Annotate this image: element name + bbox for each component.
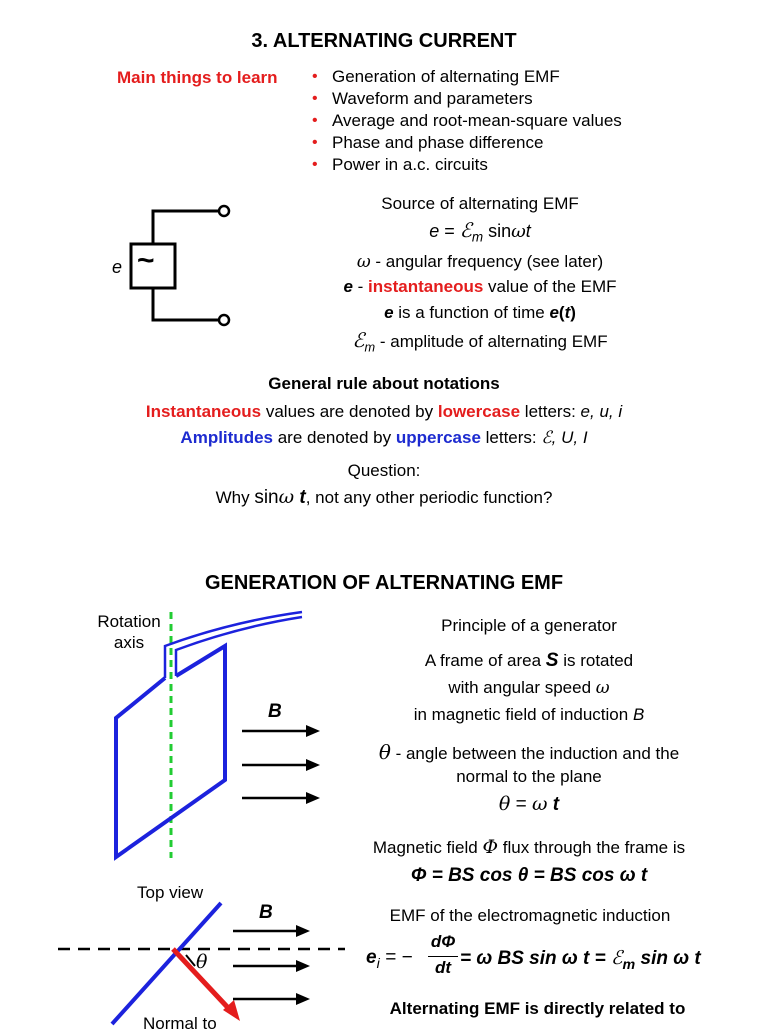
theta-description: θ - angle between the induction and the normal to the plane — [378, 740, 680, 786]
b-field-label-top: B — [259, 902, 273, 923]
omega-description: ω - angular frequency (see later) — [356, 252, 604, 272]
normal-to-label: Normal to — [143, 1014, 217, 1033]
amplitude-line: ℰ$_m$ - amplitude of alternating EMF — [352, 328, 608, 355]
angular-speed-line: with angular speed ω — [448, 678, 610, 698]
source-tilde-symbol: ~ — [137, 244, 155, 277]
function-of-time-line: e is a function of time e(t) — [384, 303, 576, 322]
principle-title: Principle of a generator — [441, 616, 617, 635]
emf-equation: $e_i$ = − dΦ dt = ω BS sin ω t = ℰ$_m$ sin ω t — [366, 932, 701, 977]
rule-line-2: Amplitudes are denoted by uppercase letters: ℰ, U, I — [180, 428, 588, 447]
theta-angle-label: θ — [196, 951, 208, 973]
theta-equation: θ = ω t — [498, 793, 560, 815]
list-item: • Phase and phase difference — [308, 132, 622, 154]
rule-title: General rule about notations — [268, 374, 500, 393]
frame-area-line: A frame of area S is rotated — [424, 650, 634, 671]
magnetic-field-line: in magnetic field of induction B — [413, 705, 645, 724]
b-field-label: B — [268, 701, 282, 722]
generation-title: GENERATION OF ALTERNATING EMF — [204, 572, 564, 594]
list-item: • Waveform and parameters — [308, 88, 622, 110]
rotation-axis-label: Rotation axis — [97, 612, 161, 652]
emf-title: EMF of the electromagnetic induction — [389, 906, 671, 925]
list-item: • Power in a.c. circuits — [308, 154, 622, 176]
source-e-label: e — [112, 257, 123, 277]
page-title: 3. ALTERNATING CURRENT — [251, 30, 517, 52]
source-title: Source of alternating EMF — [381, 194, 579, 213]
learn-label: Main things to learn — [117, 68, 278, 87]
top-view-label: Top view — [137, 883, 204, 902]
list-item: • Generation of alternating EMF — [308, 66, 622, 88]
flux-line: Magnetic field Φ flux through the frame is — [372, 836, 686, 858]
bottom-statement: Alternating EMF is directly related to — [389, 999, 686, 1018]
rule-line-1: Instantaneous values are denoted by lowercase letters: e, u, i — [145, 402, 623, 421]
question-text: Why sinω t, not any other periodic function? — [215, 486, 553, 508]
question-label: Question: — [347, 461, 421, 480]
list-item: • Average and root-mean-square values — [308, 110, 622, 132]
instantaneous-line: e - instantaneous value of the EMF — [343, 277, 617, 296]
flux-equation: Φ = BS cos θ = BS cos ω t — [410, 865, 648, 886]
source-equation: e = ℰ$_m$ sinωt — [429, 218, 531, 245]
